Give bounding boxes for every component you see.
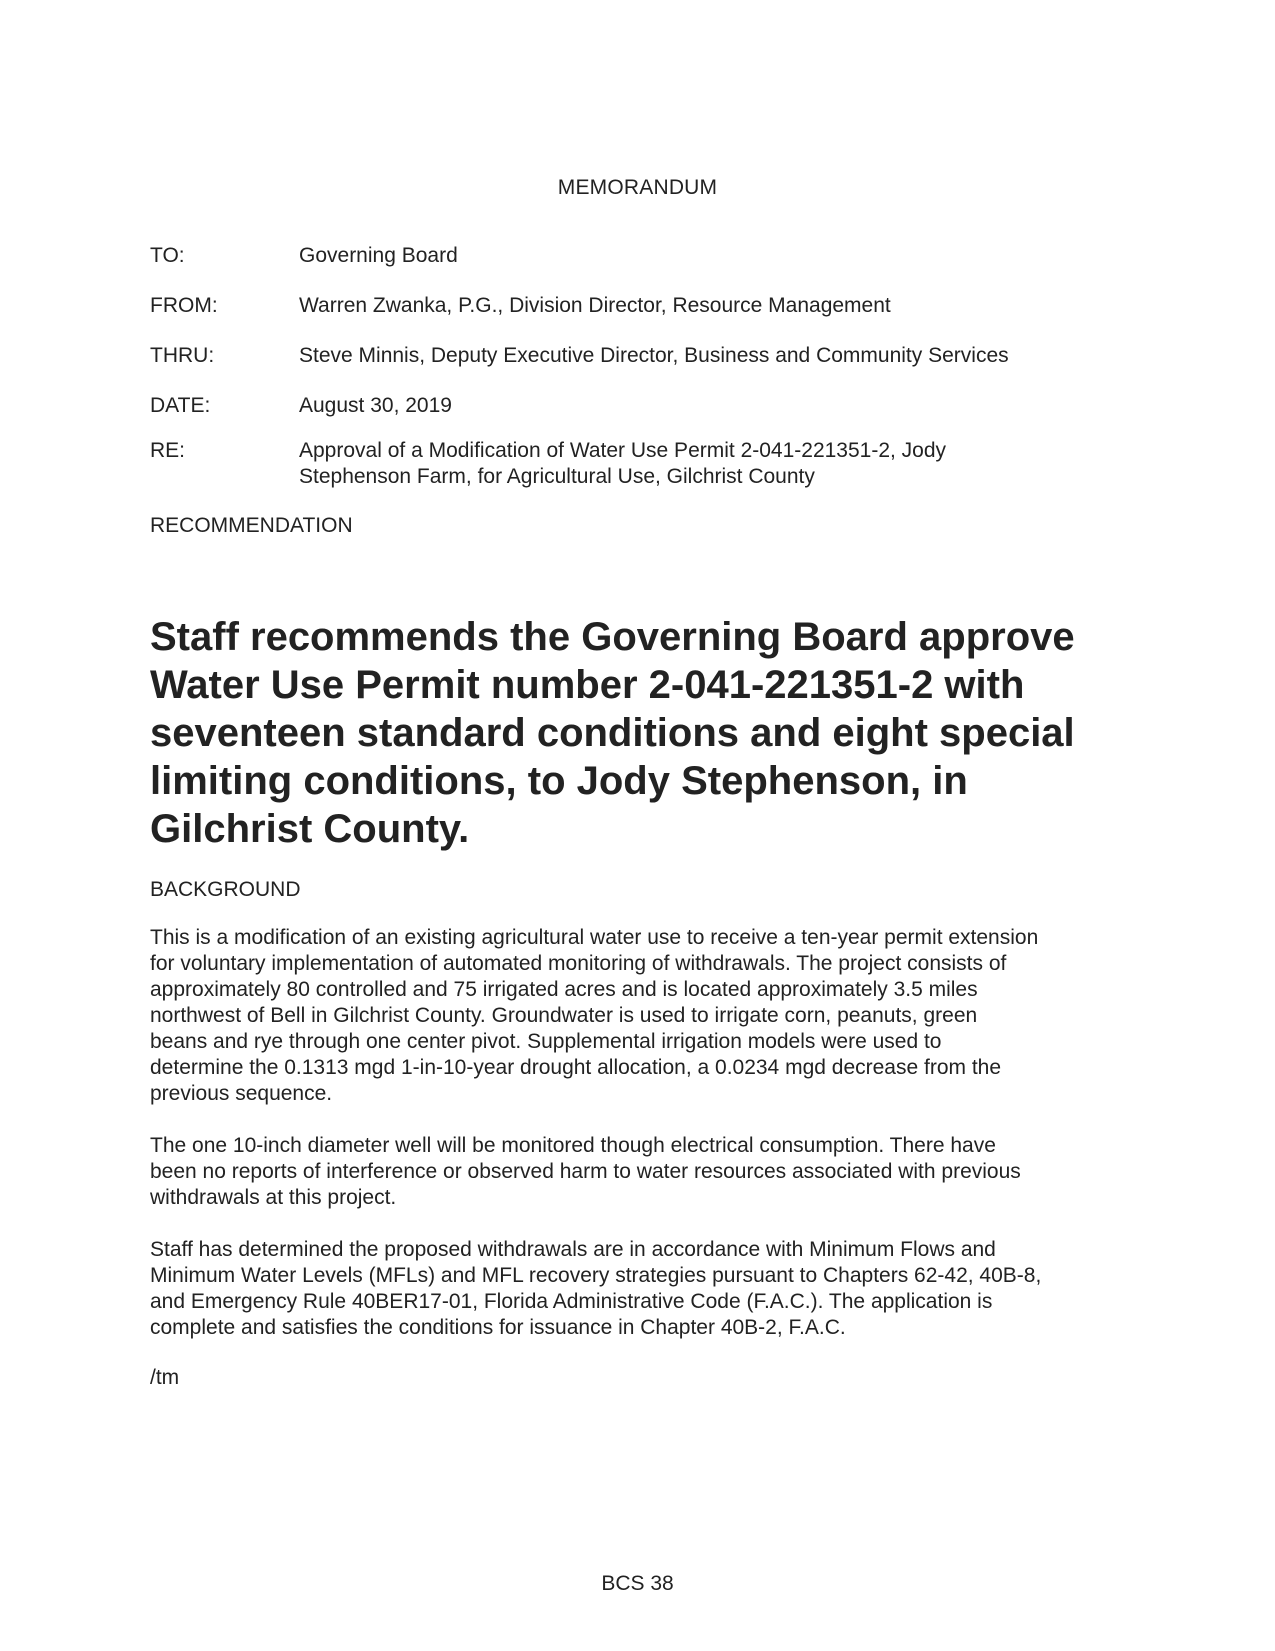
recommendation-statement — [150, 613, 1130, 853]
thru-value: Steve Minnis, Deputy Executive Director, Business and Community Services — [299, 344, 1009, 367]
re-value-line: Approval of a Modification of Water Use Permit 2-041-221351-2, Jody — [299, 439, 947, 462]
paragraph-line: The one 10-inch diameter well will be monitored though electrical consumption. There have — [150, 1134, 996, 1157]
date-label: DATE: — [150, 394, 211, 417]
re-value-line: Stephenson Farm, for Agricultural Use, Gilchrist County — [299, 465, 815, 488]
paragraph-line: for voluntary implementation of automated monitoring of withdrawals. The project consists of — [150, 952, 1007, 975]
background-paragraph-1 — [150, 925, 1140, 1107]
page-number: BCS 38 — [601, 1572, 674, 1595]
background-heading: BACKGROUND — [150, 878, 301, 901]
memo-title: MEMORANDUM — [557, 176, 718, 199]
recommendation-line: seventeen standard conditions and eight special — [150, 711, 1075, 755]
re-label: RE: — [150, 439, 186, 462]
paragraph-line: Staff has determined the proposed withdrawals are in accordance with Minimum Flows and — [150, 1238, 996, 1261]
paragraph-line: and Emergency Rule 40BER17-01, Florida Administrative Code (F.A.C.). The application is — [150, 1290, 993, 1313]
re-value — [299, 438, 1119, 490]
paragraph-line: Minimum Water Levels (MFLs) and MFL recovery strategies pursuant to Chapters 62-42, 40B-8, — [150, 1264, 1042, 1287]
paragraph-line: northwest of Bell in Gilchrist County. Groundwater is used to irrigate corn, peanuts, green — [150, 1004, 978, 1027]
recommendation-line: Staff recommends the Governing Board approve — [150, 615, 1075, 659]
to-value: Governing Board — [299, 244, 458, 267]
recommendation-line: limiting conditions, to Jody Stephenson, in — [150, 759, 968, 803]
paragraph-line: complete and satisfies the conditions for issuance in Chapter 40B-2, F.A.C. — [150, 1316, 846, 1339]
paragraph-line: been no reports of interference or observed harm to water resources associated with previous — [150, 1160, 1021, 1183]
to-label: TO: — [150, 244, 185, 267]
author-initials: /tm — [150, 1366, 180, 1389]
paragraph-line: determine the 0.1313 mgd 1-in-10-year drought allocation, a 0.0234 mgd decrease from the — [150, 1056, 1002, 1079]
from-value: Warren Zwanka, P.G., Division Director, Resource Management — [299, 294, 891, 317]
recommendation-line: Water Use Permit number 2-041-221351-2 with — [150, 663, 1025, 707]
background-paragraph-2 — [150, 1133, 1140, 1211]
from-label: FROM: — [150, 294, 218, 317]
paragraph-line: previous sequence. — [150, 1082, 333, 1105]
paragraph-line: This is a modification of an existing agricultural water use to receive a ten-year permit extension — [150, 926, 1039, 949]
recommendation-line: Gilchrist County. — [150, 807, 470, 851]
paragraph-line: approximately 80 controlled and 75 irrigated acres and is located approximately 3.5 miles — [150, 978, 978, 1001]
paragraph-line: withdrawals at this project. — [150, 1186, 397, 1209]
recommendation-heading: RECOMMENDATION — [150, 514, 353, 537]
date-value: August 30, 2019 — [299, 394, 452, 417]
paragraph-line: beans and rye through one center pivot. Supplemental irrigation models were used to — [150, 1030, 942, 1053]
background-paragraph-3 — [150, 1237, 1140, 1341]
thru-label: THRU: — [150, 344, 215, 367]
